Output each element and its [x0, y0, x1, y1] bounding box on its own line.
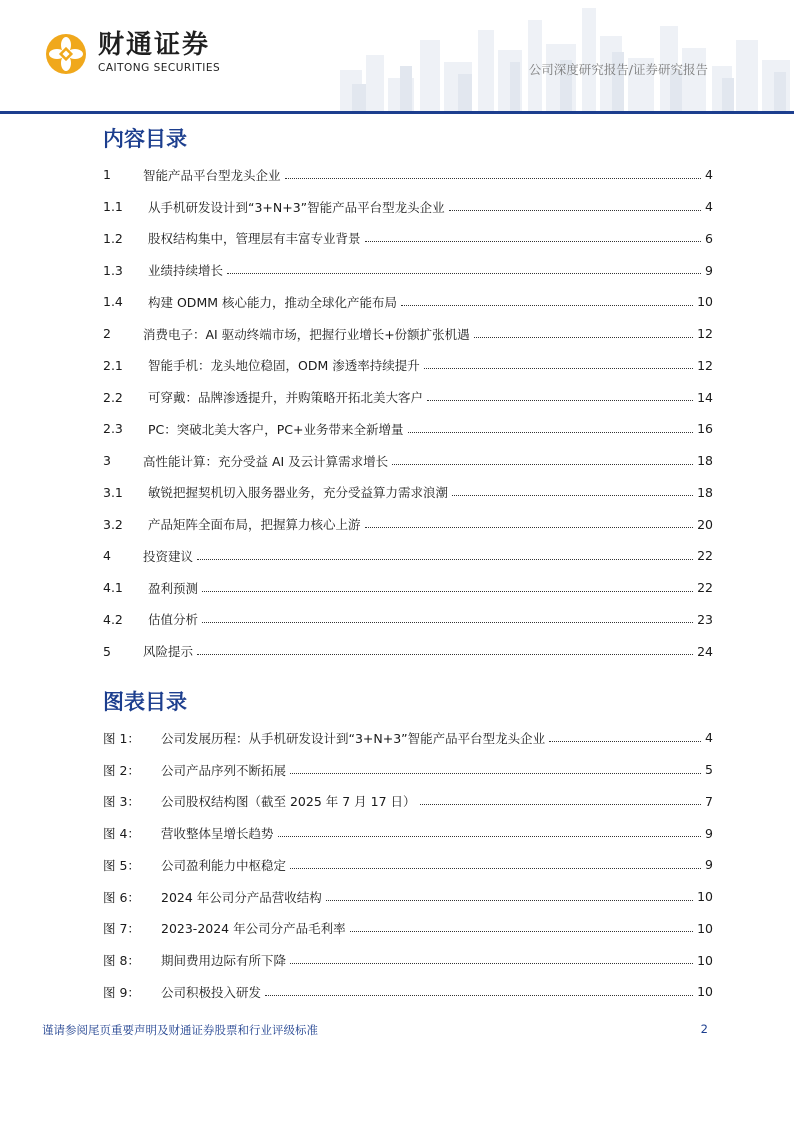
- toc-entry[interactable]: [103, 381, 713, 413]
- page-ref: 10: [697, 294, 713, 310]
- toc-entry[interactable]: [103, 159, 713, 191]
- toc-entry[interactable]: [103, 254, 713, 286]
- figure-entry[interactable]: [103, 786, 713, 818]
- dot-leader: [365, 241, 702, 242]
- section-number: 1.3: [103, 262, 123, 278]
- figure-title: 期间费用边际有所下降: [161, 953, 287, 969]
- page-ref: 6: [705, 230, 713, 246]
- section-number: 1.2: [103, 230, 123, 246]
- figure-number: 图 3：: [103, 794, 140, 810]
- figure-number: 图 9：: [103, 984, 140, 1000]
- logo-chinese-name: 财通证券: [98, 30, 211, 60]
- page-ref: 4: [705, 199, 713, 215]
- section-title: 盈利预测: [148, 580, 199, 596]
- page-ref: 12: [697, 326, 713, 342]
- figure-entry[interactable]: [103, 976, 713, 1008]
- page-ref: 9: [705, 262, 713, 278]
- disclaimer-note: 谨请参阅尾页重要声明及财通证券股票和行业评级标准: [42, 1023, 318, 1037]
- logo-english-name: CAITONG SECURITIES: [98, 62, 221, 74]
- figure-number: 图 2：: [103, 762, 140, 778]
- company-logo: [42, 30, 220, 78]
- contents-title: 内容目录: [103, 127, 187, 151]
- dot-leader: [265, 995, 693, 996]
- figure-title: 营收整体呈增长趋势: [161, 826, 274, 842]
- figures-list: [103, 722, 713, 1008]
- section-title: 投资建议: [143, 548, 194, 564]
- figure-title: 公司股权结构图（截至 2025 年 7 月 17 日）: [161, 794, 416, 810]
- dot-leader: [197, 654, 693, 655]
- section-title: 消费电子：AI 驱动终端市场，把握行业增长+份额扩张机遇: [143, 326, 470, 342]
- toc-entry[interactable]: [103, 540, 713, 572]
- page-ref: 22: [697, 580, 713, 596]
- dot-leader: [350, 931, 693, 932]
- section-number: 1: [103, 167, 111, 183]
- section-title: 从手机研发设计到“3+N+3”智能产品平台型龙头企业: [148, 199, 445, 215]
- section-title: 业绩持续增长: [148, 263, 224, 279]
- figure-entry[interactable]: [103, 754, 713, 786]
- section-number: 1.4: [103, 294, 123, 310]
- dot-leader: [424, 368, 693, 369]
- figure-number: 图 1：: [103, 730, 140, 746]
- figure-entry[interactable]: [103, 722, 713, 754]
- page-ref: 9: [705, 857, 713, 873]
- section-title: 敏锐把握契机切入服务器业务，充分受益算力需求浪潮: [148, 485, 449, 501]
- report-type-label: 公司深度研究报告/证券研究报告: [528, 62, 708, 77]
- city-skyline-illustration: [330, 0, 794, 112]
- section-number: 2.2: [103, 389, 123, 405]
- page-ref: 10: [697, 984, 713, 1000]
- dot-leader: [427, 400, 693, 401]
- figure-number: 图 8：: [103, 953, 140, 969]
- dot-leader: [202, 622, 693, 623]
- section-number: 2: [103, 326, 111, 342]
- section-title: 高性能计算：充分受益 AI 及云计算需求增长: [143, 453, 389, 469]
- page-ref: 20: [697, 516, 713, 532]
- page-ref: 7: [705, 793, 713, 809]
- figure-number: 图 7：: [103, 921, 140, 937]
- dot-leader: [449, 210, 701, 211]
- dot-leader: [420, 804, 702, 805]
- figure-entry[interactable]: [103, 817, 713, 849]
- contents-list: [103, 159, 713, 667]
- page-ref: 18: [697, 453, 713, 469]
- page-ref: 4: [705, 167, 713, 183]
- dot-leader: [202, 591, 693, 592]
- caitong-logo-icon: [42, 30, 90, 78]
- page-ref: 10: [697, 920, 713, 936]
- section-title: 股权结构集中，管理层有丰富专业背景: [148, 231, 361, 247]
- page-ref: 24: [697, 643, 713, 659]
- section-number: 2.1: [103, 357, 123, 373]
- figure-entry[interactable]: [103, 849, 713, 881]
- dot-leader: [408, 432, 694, 433]
- dot-leader: [549, 741, 701, 742]
- page-ref: 5: [705, 762, 713, 778]
- toc-entry[interactable]: [103, 413, 713, 445]
- dot-leader: [290, 773, 701, 774]
- toc-entry[interactable]: [103, 635, 713, 667]
- section-number: 4.1: [103, 580, 123, 596]
- figure-number: 图 4：: [103, 826, 140, 842]
- section-number: 4.2: [103, 611, 123, 627]
- toc-entry[interactable]: [103, 445, 713, 477]
- page-ref: 23: [697, 611, 713, 627]
- figure-entry[interactable]: [103, 881, 713, 913]
- figure-title: 2024 年公司分产品营收结构: [161, 889, 322, 905]
- page-ref: 12: [697, 357, 713, 373]
- page-ref: 18: [697, 484, 713, 500]
- toc-entry[interactable]: [103, 572, 713, 604]
- toc-entry[interactable]: [103, 508, 713, 540]
- section-number: 3.2: [103, 516, 123, 532]
- page-ref: 14: [697, 389, 713, 405]
- figure-title: 公司积极投入研发: [161, 984, 262, 1000]
- section-number: 5: [103, 643, 111, 659]
- figure-number: 图 5：: [103, 857, 140, 873]
- dot-leader: [197, 559, 693, 560]
- figure-title: 公司盈利能力中枢稳定: [161, 857, 287, 873]
- dot-leader: [227, 273, 701, 274]
- toc-entry[interactable]: [103, 286, 713, 318]
- section-number: 1.1: [103, 199, 123, 215]
- section-title: 智能手机：龙头地位稳固，ODM 渗透率持续提升: [148, 358, 420, 374]
- figure-title: 公司发展历程：从手机研发设计到“3+N+3”智能产品平台型龙头企业: [161, 730, 546, 746]
- figure-entry[interactable]: [103, 944, 713, 976]
- page-ref: 9: [705, 825, 713, 841]
- dot-leader: [285, 178, 702, 179]
- dot-leader: [326, 900, 693, 901]
- figure-entry[interactable]: [103, 913, 713, 945]
- dot-leader: [452, 495, 693, 496]
- figure-number: 图 6：: [103, 889, 140, 905]
- toc-entry[interactable]: [103, 223, 713, 255]
- page-ref: 4: [705, 730, 713, 746]
- dot-leader: [365, 527, 694, 528]
- section-title: 风险提示: [143, 644, 194, 660]
- page-ref: 16: [697, 421, 713, 437]
- section-number: 3.1: [103, 484, 123, 500]
- dot-leader: [474, 337, 693, 338]
- dot-leader: [290, 963, 693, 964]
- section-number: 3: [103, 453, 111, 469]
- section-number: 4: [103, 548, 111, 564]
- section-title: PC：突破北美大客户，PC+业务带来全新增量: [148, 421, 404, 437]
- page-number: 2: [700, 1022, 708, 1036]
- figure-title: 2023-2024 年公司分产品毛利率: [161, 921, 346, 937]
- figures-title: 图表目录: [103, 690, 187, 714]
- section-title: 可穿戴：品牌渗透提升，并购策略开拓北美大客户: [148, 390, 424, 406]
- toc-entry[interactable]: [103, 191, 713, 223]
- page-ref: 10: [697, 952, 713, 968]
- toc-entry[interactable]: [103, 318, 713, 350]
- page-ref: 22: [697, 548, 713, 564]
- section-number: 2.3: [103, 421, 123, 437]
- header-divider: [0, 111, 794, 114]
- section-title: 智能产品平台型龙头企业: [143, 167, 281, 183]
- section-title: 估值分析: [148, 612, 199, 628]
- dot-leader: [278, 836, 702, 837]
- toc-entry[interactable]: [103, 477, 713, 509]
- dot-leader: [401, 305, 693, 306]
- page-header: [0, 0, 794, 116]
- section-title: 产品矩阵全面布局，把握算力核心上游: [148, 517, 361, 533]
- section-title: 构建 ODMM 核心能力，推动全球化产能布局: [148, 294, 397, 310]
- toc-entry[interactable]: [103, 604, 713, 636]
- dot-leader: [392, 464, 693, 465]
- toc-entry[interactable]: [103, 350, 713, 382]
- page-ref: 10: [697, 889, 713, 905]
- figure-title: 公司产品序列不断拓展: [161, 762, 287, 778]
- dot-leader: [290, 868, 701, 869]
